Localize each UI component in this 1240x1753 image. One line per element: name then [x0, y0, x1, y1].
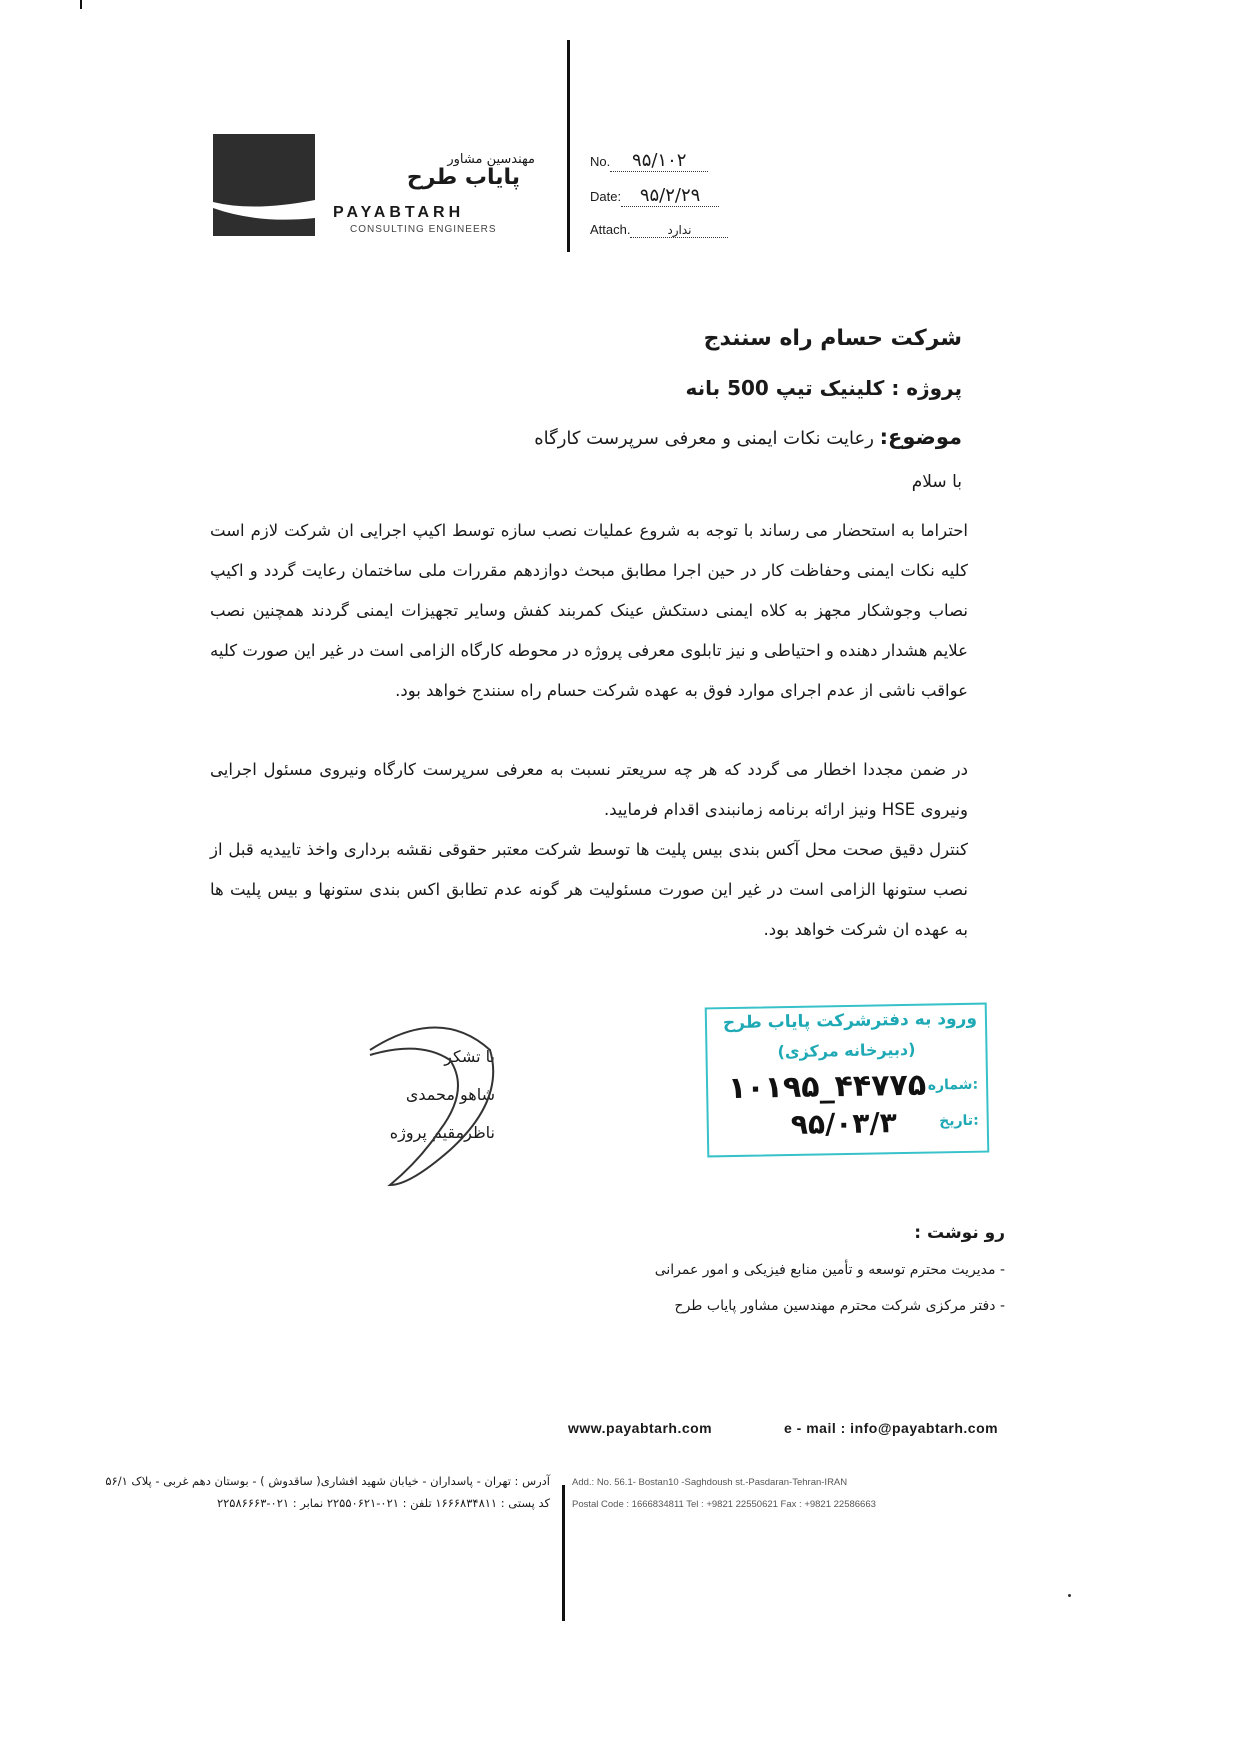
letter-number-row: [590, 150, 708, 172]
brand-name-fa: پایاب طرح: [406, 165, 520, 190]
stamp-number: ۱۰۱۹۵_۴۴۷۷۵: [727, 1067, 927, 1107]
website-link[interactable]: www.payabtarh.com: [568, 1420, 713, 1436]
stamp-subtitle: (دبیرخانه مرکزی): [777, 1039, 916, 1062]
payabtarh-logo: [213, 134, 315, 236]
address-en: Add.: No. 56.1- Bostan10 -Saghdoush st.-Pasdaran-Tehran-IRAN: [572, 1477, 848, 1488]
signature-name: شاهو محمدی: [405, 1085, 495, 1104]
logo-swoosh-icon: [213, 134, 315, 236]
scan-speck: [1068, 1594, 1071, 1597]
cc-title: رو نوشت :: [914, 1223, 1005, 1243]
letter-attach-row: [590, 222, 728, 238]
greeting: با سلام: [911, 472, 962, 492]
stamp-number-label: شماره:: [927, 1076, 979, 1094]
stamp-date-label: تاریخ:: [939, 1112, 979, 1130]
cc-item: - دفتر مرکزی شرکت محترم مهندسین مشاور پایاب طرح: [674, 1298, 1005, 1314]
letter-attach-label: Attach.: [590, 222, 631, 237]
letter-number-label: No.: [590, 154, 611, 169]
subject-line: [534, 425, 962, 449]
recipient: شرکت حسام راه سنندج: [703, 326, 962, 351]
letter-attach-value: ندارد: [630, 223, 728, 238]
letter-date-row: [590, 185, 719, 207]
body-paragraph-3: کنترل دقیق صحت محل آکس بندی بیس پلیت ها توسط شرکت معتبر حقوقی نقشه برداری واخذ تاییدیه قبل از نصب ستونها الزامی است در غیر این صورت مسئولیت هر گونه عدم تطابق اکس بندی ستونها و بیس پلیت ها به عهده ان شرکت خواهد بود.: [210, 840, 968, 939]
address-fa: آدرس : تهران - پاسداران - خیابان شهید افشاری( ساقدوش ) - بوستان دهم غربی - پلاک ۵۶/۱: [105, 1474, 550, 1488]
header-divider: [567, 40, 570, 252]
brand-subtitle-fa: مهندسین مشاور: [447, 152, 535, 167]
signature-scribble-icon: [330, 1010, 520, 1200]
cc-item: - مدیریت محترم توسعه و تأمین منابع فیزیکی و امور عمرانی: [654, 1262, 1005, 1278]
brand-name-en: PAYABTARH: [333, 204, 465, 221]
email-link[interactable]: e - mail : info@payabtarh.com: [784, 1420, 999, 1436]
body-paragraph-2: در ضمن مجددا اخطار می گردد که هر چه سریعتر نسبت به معرفی سرپرست کارگاه ونیروی مسئول اجرایی ونیروی HSE ونیز ارائه برنامه زمانبندی اقدام فرمایید.: [210, 760, 968, 819]
body-paragraph-1: احتراما به استحضار می رساند با توجه به شروع عملیات نصب سازه توسط اکیپ اجرایی ان شرکت لازم است کلیه نکات ایمنی وحفاظت کار در حین اجرا مطابق مبحث دوازدهم مقررات ملی ساختمان رعایت گردد و اکیپ نصاب وجوشکار مجهز به کلاه ایمنی دستکش عینک کمربند کفش وسایر تجهیزات ایمنی گردند همچنین نصب علایم هشدار دهنده و احتیاطی و نیز تابلوی معرفی پروژه در محوطه کارگاه الزامی است در غیر این صورت کلیه عواقب ناشی از عدم اجرای موارد فوق به عهده شرکت حسام راه سنندج خواهد بود.: [210, 521, 968, 700]
stamp-title: ورود به دفترشرکت پایاب طرح: [722, 1008, 978, 1034]
received-stamp: [705, 1003, 990, 1158]
project-line: پروژه : کلینیک تیپ 500 بانه: [685, 376, 962, 400]
scan-corner-mark: [80, 0, 82, 9]
subject-text: رعایت نکات ایمنی و معرفی سرپرست کارگاه: [534, 428, 874, 449]
letter-number-value: ۹۵/۱۰۲: [610, 150, 708, 172]
signature-closing: با تشکر: [444, 1047, 495, 1066]
contact-en: Postal Code : 1666834811 Tel : +9821 22550621 Fax : +9821 22586663: [572, 1499, 876, 1510]
letter-date-label: Date:: [590, 189, 622, 204]
signature-role: ناظرمقیم پروژه: [389, 1123, 495, 1142]
footer-divider: [562, 1485, 565, 1621]
letter-date-value: ۹۵/۲/۲۹: [621, 185, 719, 207]
contact-fa: کد پستی : ۱۶۶۶۸۳۴۸۱۱ تلفن : ۰۲۱-۲۲۵۵۰۶۲۱ نمابر : ۰۲۱-۲۲۵۸۶۶۶۳: [216, 1496, 550, 1510]
stamp-date: ۹۵/۰۳/۳: [790, 1106, 898, 1141]
subject-label: موضوع:: [879, 425, 962, 449]
brand-subtitle-en: CONSULTING ENGINEERS: [350, 224, 497, 235]
